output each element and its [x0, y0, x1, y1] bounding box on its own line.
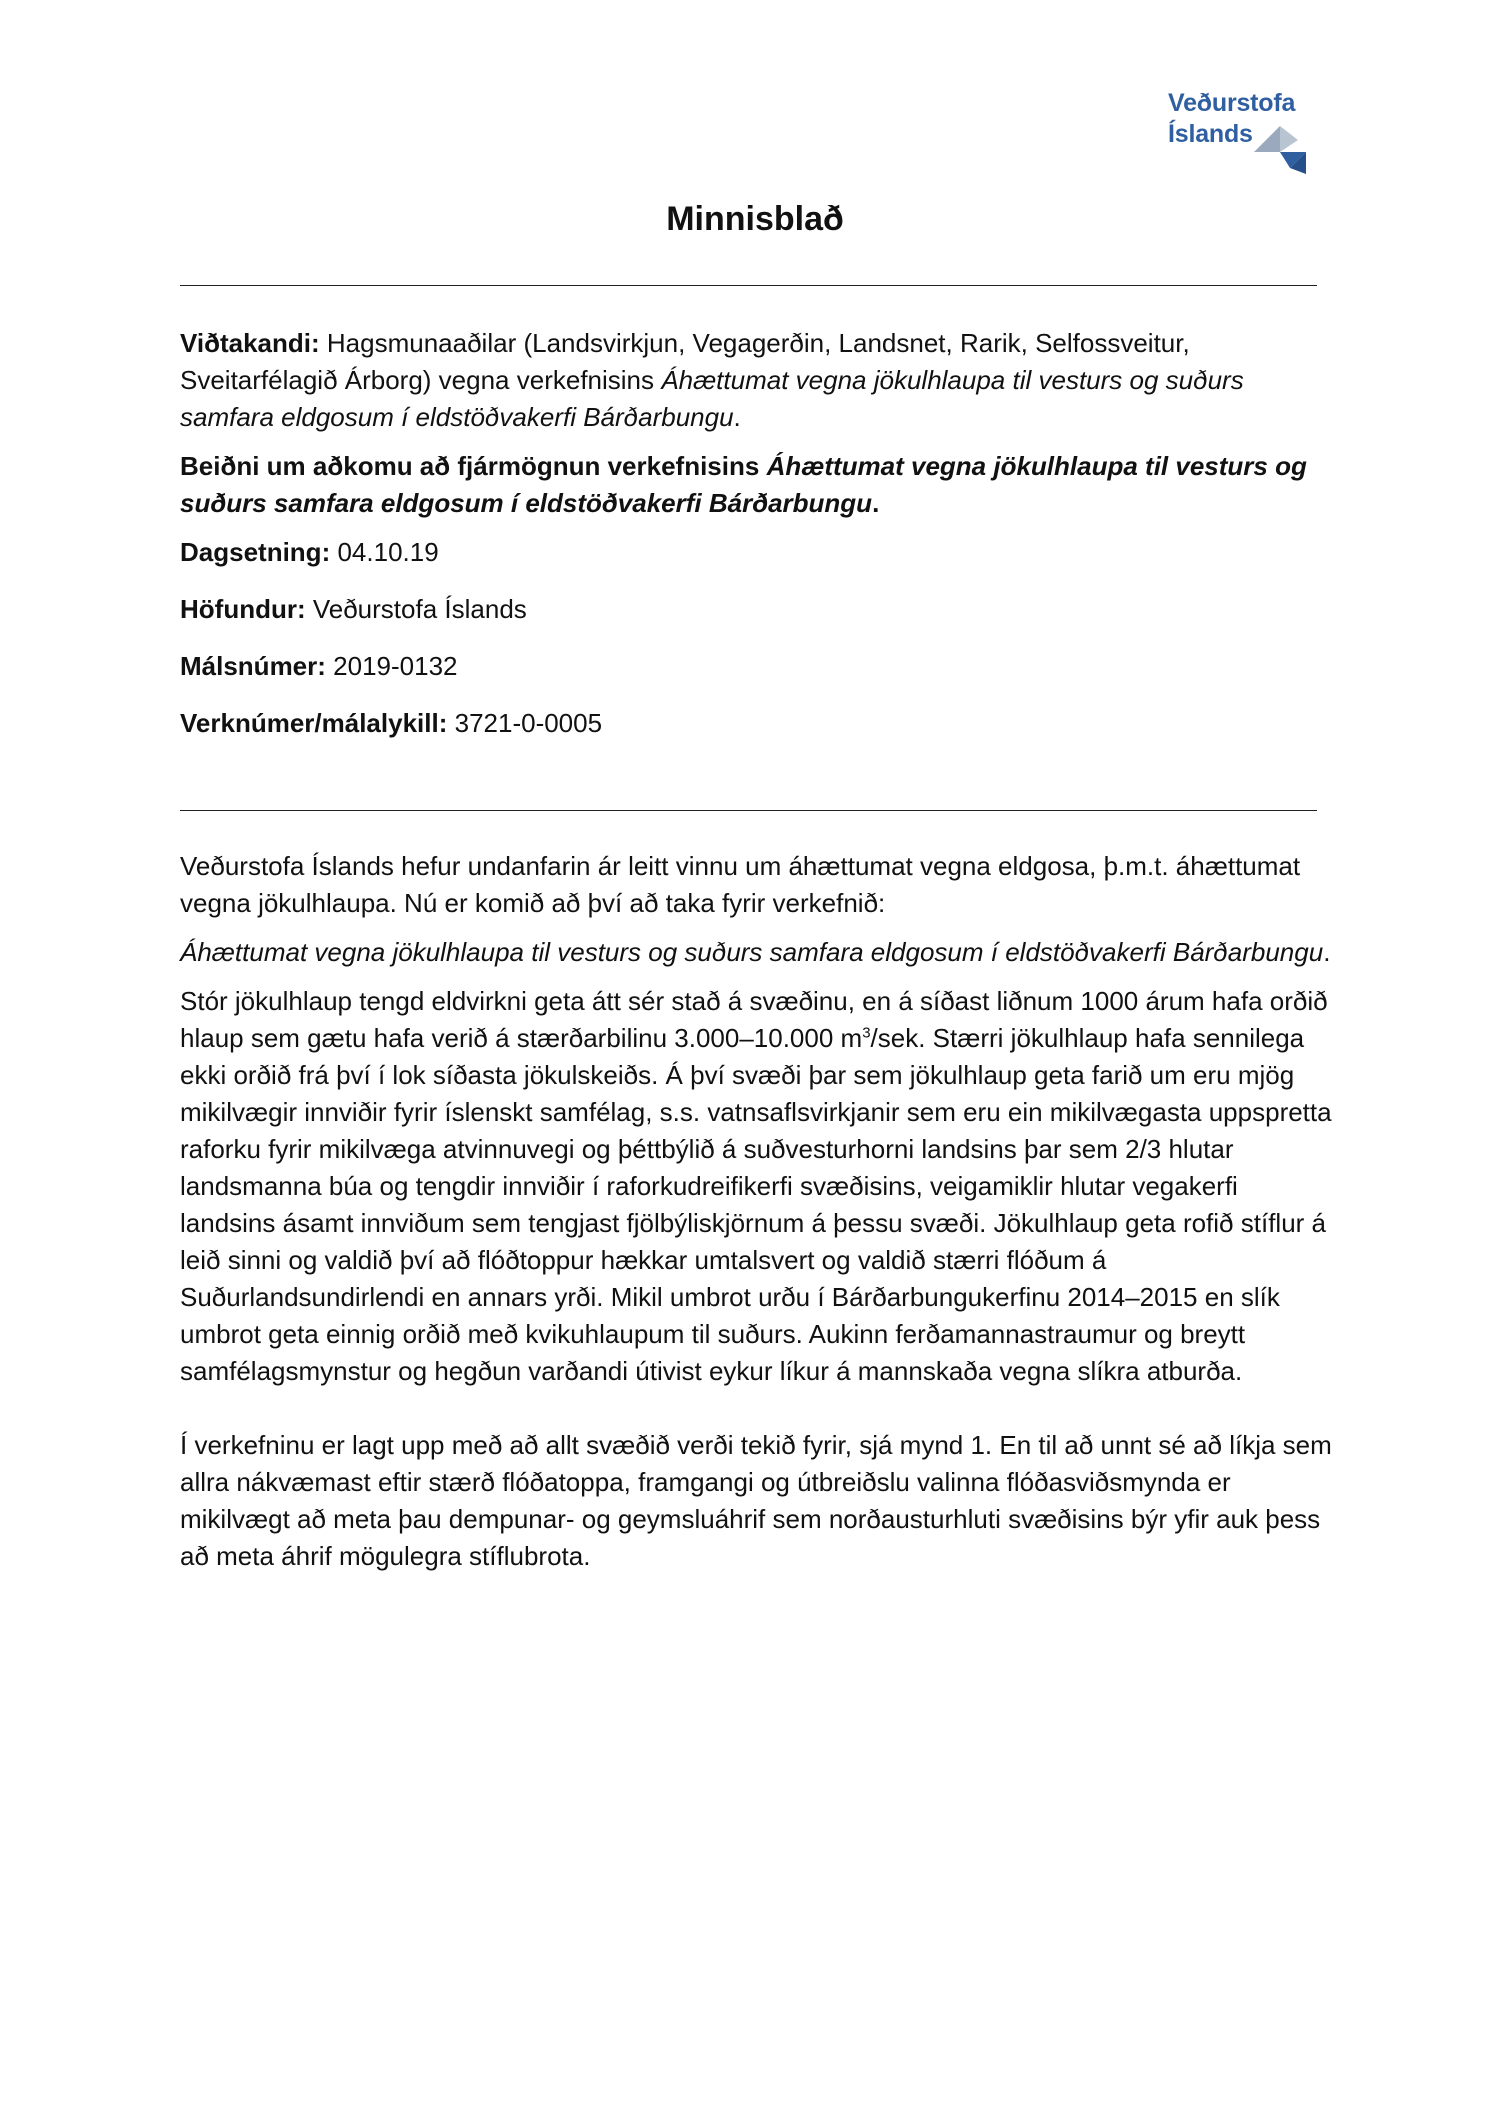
body-paragraph-2: [180, 934, 1340, 971]
case-label: Málsnúmer:: [180, 651, 326, 681]
memo-body: [180, 848, 1340, 1575]
date-row: [180, 534, 1340, 571]
body-paragraph-4: Í verkefninu er lagt upp með að allt svæðið verði tekið fyrir, sjá mynd 1. En til að unnt sé að líkja sem allra nákvæmast eftir stærð flóðatoppa, framgangi og útbreiðslu valinna flóðasviðsmynda er mikilvægt að meta þau dempunar- og geymsluáhrif sem norðausturhluti svæðisins býr yfir auk þess að meta áhrif mögulegra stíflubrota.: [180, 1430, 1332, 1571]
divider-bottom: [180, 810, 1317, 811]
recipient-label: Viðtakandi:: [180, 328, 320, 358]
request-paragraph: [180, 448, 1340, 522]
recipient-period: .: [733, 402, 741, 432]
project-number-value: 3721-0-0005: [454, 708, 603, 738]
author-label: Höfundur:: [180, 594, 306, 624]
project-title: Áhættumat vegna jökulhlaupa til vesturs og suðurs samfara eldgosum í eldstöðvakerfi Bárðarbungu: [180, 365, 1244, 432]
logo-triangles-icon: [1254, 116, 1334, 196]
body-paragraph-3-sup: 3: [862, 1024, 871, 1042]
request-project-title: Áhættumat vegna jökulhlaupa til vesturs og suðurs samfara eldgosum í eldstöðvakerfi Bárðarbungu: [180, 451, 1307, 518]
body-project-title: Áhættumat vegna jökulhlaupa til vesturs og suðurs samfara eldgosum í eldstöðvakerfi Bárðarbungu: [180, 937, 1324, 967]
body-paragraph-3-start: Stór jökulhlaup tengd eldvirkni geta átt sér stað á svæðinu, en á síðast liðnum 1000 árum hafa orðið hlaup sem gætu hafa verið á stærðarbilinu 3.000–10.000 m: [180, 986, 1328, 1053]
project-number-row: [180, 705, 1340, 742]
body-paragraph-3: [180, 983, 1340, 1390]
divider-top: [180, 285, 1317, 286]
recipient-paragraph: [180, 325, 1340, 436]
project-number-label: Verknúmer/málalykill:: [180, 708, 448, 738]
body-paragraph-2-period: .: [1323, 937, 1331, 967]
date-label: Dagsetning:: [180, 537, 331, 567]
logo-line1: Veðurstofa: [1168, 89, 1296, 117]
case-row: [180, 648, 1340, 685]
logo: [1168, 88, 1348, 188]
date-value: 04.10.19: [337, 537, 439, 567]
author-row: [180, 591, 1340, 628]
body-paragraph-1: Veðurstofa Íslands hefur undanfarin ár leitt vinnu um áhættumat vegna eldgosa, þ.m.t. áhættumat vegna jökulhlaupa. Nú er komið að því að taka fyrir verkefnið:: [180, 851, 1301, 918]
request-prefix: Beiðni um aðkomu að fjármögnun verkefnisins: [180, 451, 760, 481]
request-period: .: [872, 488, 880, 518]
memo-header: [180, 325, 1340, 742]
logo-line2: Íslands: [1168, 120, 1253, 148]
case-value: 2019-0132: [333, 651, 458, 681]
recipient-text: Hagsmunaaðilar (Landsvirkjun, Vegagerðin, Landsnet, Rarik, Selfossveitur, Sveitarfélagið Árborg) vegna verkefnisins: [180, 328, 1190, 395]
author-value: Veðurstofa Íslands: [312, 594, 527, 624]
page-title: Minnisblað: [666, 200, 844, 238]
body-paragraph-3-end: /sek. Stærri jökulhlaup hafa sennilega ekki orðið frá því í lok síðasta jökulskeiðs. Á því svæði þar sem jökulhlaup geta farið um eru mjög mikilvægir innviðir fyrir íslenskt samfélag, s.s. vatnsaflsvirkjanir sem eru ein mikilvægasta uppspretta raforku fyrir mikilvæga atvinnuvegi og þéttbýlið á suðvesturhorni landsins þar sem 2/3 hlutar landsmanna búa og tengdir innviðir í raforkudreifikerfi svæðisins, veigamiklir hlutar vegakerfi landsins ásamt innviðum sem tengjast fjölbýliskjörnum á þessu svæði. Jökulhlaup geta rofið stíflur á leið sinni og valdið því að flóðtoppur hækkar umtalsvert og valdið stærri flóðum á Suðurlandsundirlendi en annars yrði. Mikil umbrot urðu í Bárðarbungukerfinu 2014–2015 en slík umbrot geta einnig orðið með kvikuhlaupum til suðurs. Aukinn ferðamannastraumur og breytt samfélagsmynstur og hegðun varðandi útivist eykur líkur á mannskaða vegna slíkra atburða.: [180, 1023, 1332, 1386]
